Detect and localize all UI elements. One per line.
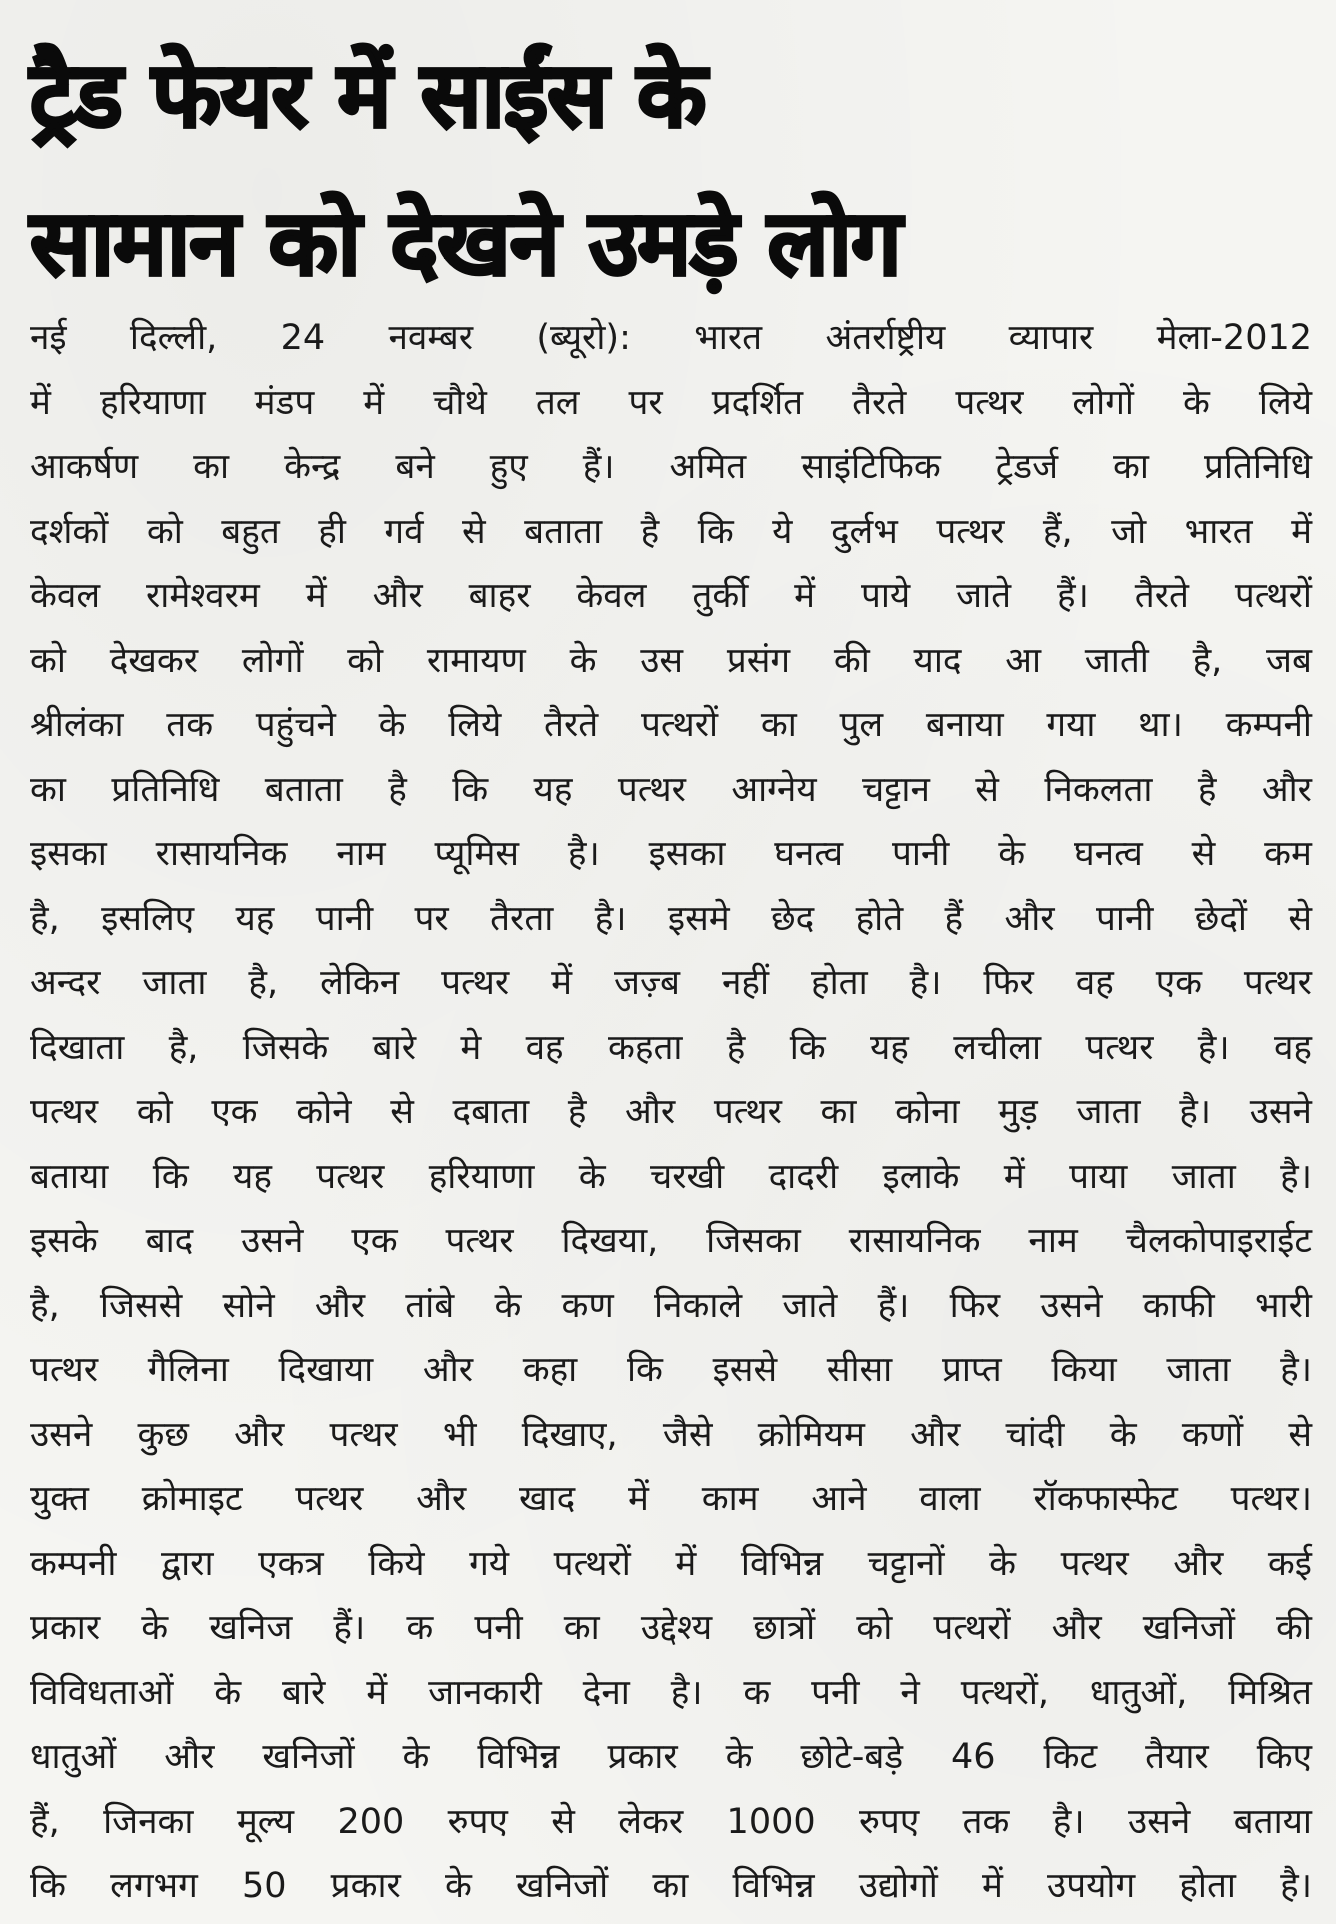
body-line: युक्त क्रोमाइट पत्थर और खाद में काम आने वाला रॉकफास्फेट पत्थर। [30, 1479, 1312, 1519]
body-line: दर्शकों को बहुत ही गर्व से बताता है कि ये दुर्लभ पत्थर हैं, जो भारत में [30, 511, 1312, 552]
body-line: कि लगभग 50 प्रकार के खनिजों का विभिन्न उद्योगों में उपयोग होता है। [30, 1866, 1312, 1906]
body-line: बताया कि यह पत्थर हरियाणा के चरखी दादरी इलाके में पाया जाता है। [30, 1156, 1312, 1197]
body-line: दिखाता है, जिसके बारे मे वह कहता है कि यह लचीला पत्थर है। वह [30, 1027, 1312, 1068]
body-line: में हरियाणा मंडप में चौथे तल पर प्रदर्शित तैरते पत्थर लोगों के लिये [30, 382, 1312, 423]
headline-line: ट्रैड फेयर में साईंस के [30, 43, 706, 148]
body-line: इसका रासायनिक नाम प्यूमिस है। इसका घनत्व पानी के घनत्व से कम [30, 834, 1312, 874]
body-line: है, इसलिए यह पानी पर तैरता है। इसमे छेद होते हैं और पानी छेदों से [30, 898, 1312, 939]
body-line: धातुओं और खनिजों के विभिन्न प्रकार के छोटे-बड़े 46 किट तैयार किए [30, 1737, 1312, 1777]
body-line: नई दिल्ली, 24 नवम्बर (ब्यूरो): भारत अंतर्राष्ट्रीय व्यापार मेला-2012 [30, 318, 1312, 358]
body-line: केवल रामेश्वरम में और बाहर केवल तुर्की में पाये जाते हैं। तैरते पत्थरों [30, 576, 1312, 616]
body-line: कम्पनी द्वारा एकत्र किये गये पत्थरों में विभिन्न चट्टानों के पत्थर और कई [30, 1543, 1312, 1584]
body-line: है, जिससे सोने और तांबे के कण निकाले जाते हैं। फिर उसने काफी भारी [30, 1285, 1312, 1326]
body-line: श्रीलंका तक पहुंचने के लिये तैरते पत्थरों का पुल बनाया गया था। कम्पनी [30, 705, 1312, 745]
headline-line: सामान को देखने उमड़े लोग [30, 191, 901, 296]
body-line: पत्थर को एक कोने से दबाता है और पत्थर का कोना मुड़ जाता है। उसने [30, 1092, 1312, 1132]
article-body [30, 306, 1312, 1919]
body-line: का प्रतिनिधि बताता है कि यह पत्थर आग्नेय चट्टान से निकलता है और [30, 769, 1312, 810]
body-line: हैं, जिनका मूल्य 200 रुपए से लेकर 1000 रुपए तक है। उसने बताया [30, 1801, 1312, 1842]
body-line: अन्दर जाता है, लेकिन पत्थर में जज़्ब नहीं होता है। फिर वह एक पत्थर [30, 963, 1312, 1003]
body-line: उसने कुछ और पत्थर भी दिखाए, जैसे क्रोमियम और चांदी के कणों से [30, 1414, 1312, 1455]
body-line: आकर्षण का केन्द्र बने हुए हैं। अमित साइंटिफिक ट्रेडर्ज का प्रतिनिधि [30, 447, 1312, 487]
body-line: इसके बाद उसने एक पत्थर दिखया, जिसका रासायनिक नाम चैलकोपाइराईट [30, 1221, 1312, 1261]
body-line: विविधताओं के बारे में जानकारी देना है। क पनी ने पत्थरों, धातुओं, मिश्रित [30, 1672, 1312, 1713]
body-line: प्रकार के खनिज हैं। क पनी का उद्देश्य छात्रों को पत्थरों और खनिजों की [30, 1608, 1312, 1648]
body-line: को देखकर लोगों को रामायण के उस प्रसंग की याद आ जाती है, जब [30, 640, 1312, 681]
body-line: पत्थर गैलिना दिखाया और कहा कि इससे सीसा प्राप्त किया जाता है। [30, 1350, 1312, 1390]
article-headline [30, 22, 1320, 318]
